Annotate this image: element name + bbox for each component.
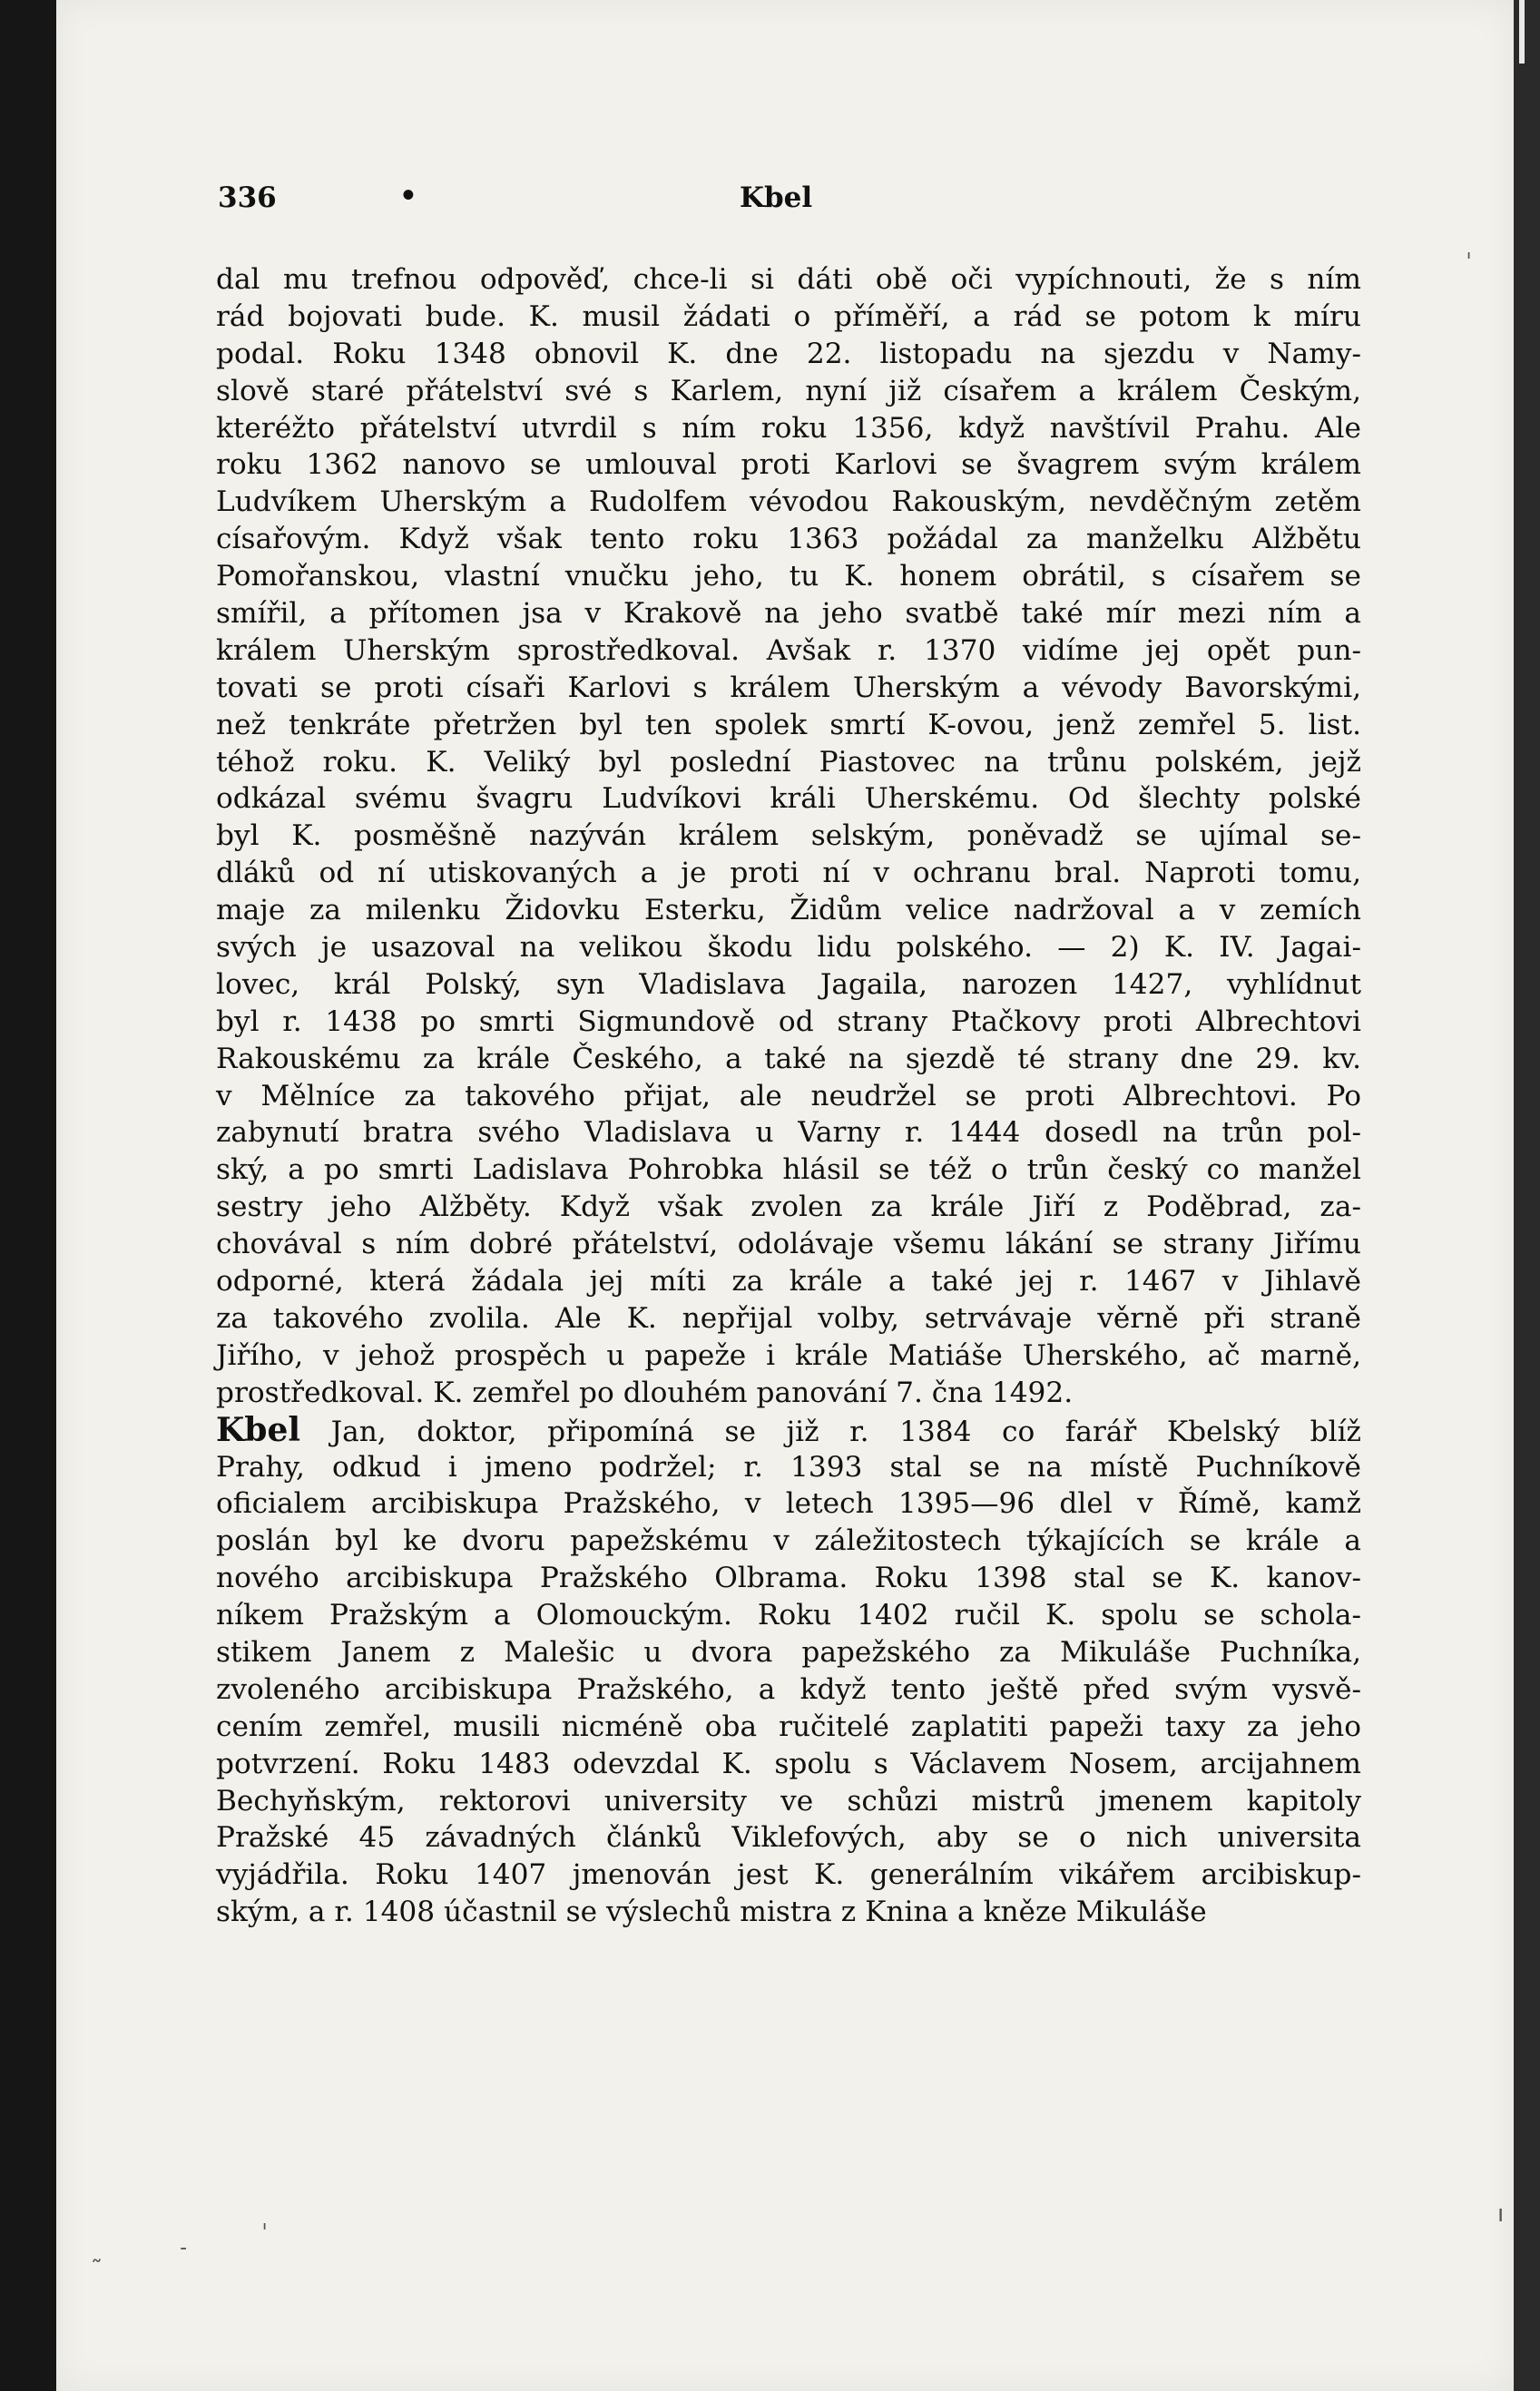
text-line: cením zemřel, musili nicméně oba ručitelé zaplatiti papeži taxy za jeho [216,1710,1361,1743]
text-line: sestry jeho Alžběty. Když však zvolen za krále Jiří z Poděbrad, za- [216,1191,1361,1224]
text-line: nového arcibiskupa Pražského Olbrama. Roku 1398 stal se K. kanov- [216,1562,1361,1595]
text-line: dal mu trefnou odpověď, chce-li si dáti obě oči vypíchnouti, že s ním [216,263,1361,296]
text-line: dláků od ní utiskovaných a je proti ní v ochranu bral. Naproti tomu, [216,857,1361,890]
scan-speck: ˗ [180,2234,188,2261]
text-line: vyjádřila. Roku 1407 jmenován jest K. generálním vikářem arcibiskup- [216,1858,1361,1892]
text-line: svých je usazoval na velikou škodu lidu polského. — 2) K. IV. Jagai- [216,931,1361,965]
entry-first-line [216,1412,1361,1449]
text-line: Pražské 45 závadných článků Viklefových, aby se o nich universita [216,1821,1361,1855]
text-line: téhož roku. K. Veliký byl poslední Piastovec na trůnu polském, jejž [216,745,1361,779]
text-line: byl r. 1438 po smrti Sigmundově od strany Ptačkovy proti Albrechtovi [216,1004,1361,1038]
text-line: níkem Pražským a Olomouckým. Roku 1402 ručil K. spolu se schola- [216,1599,1361,1632]
text-line: potvrzení. Roku 1483 odevzdal K. spolu s Václavem Nosem, arcijahnem [216,1747,1361,1780]
text-line: Jiřího, v jehož prospěch u papeže i krále Matiáše Uherského, ač marně, [216,1338,1361,1372]
text-line: zvoleného arcibiskupa Pražského, a když tento ještě před svým vysvě- [216,1672,1361,1706]
text-line: Rakouskému za krále Českého, a také na sjezdě té strany dne 29. kv. [216,1042,1361,1075]
text-line: podal. Roku 1348 obnovil K. dne 22. listopadu na sjezdu v Namy- [216,337,1361,370]
text-line: slově staré přátelství své s Karlem, nyní již císařem a králem Českým, [216,374,1361,407]
scan-speck: ˌ [1466,234,1473,261]
text-line: Prahy, odkud i jmeno podržel; r. 1393 stal se na místě Puchníkově [216,1450,1361,1484]
page-header [218,181,1361,218]
text-line: roku 1362 nanovo se umlouval proti Karlovi se švagrem svým králem [216,448,1361,482]
text-line: chovával s ním dobré přátelství, odolávaje všemu lákání se strany Jiřímu [216,1228,1361,1261]
header-bullet: • [399,180,417,212]
text-line: tovati se proti císaři Karlovi s králem Uherským a vévody Bavorskými, [216,671,1361,704]
text-line: prostředkoval. K. zemřel po dlouhém panování 7. čna 1492. [216,1376,1074,1409]
text-line: odporné, která žádala jej míti za krále a také jej r. 1467 v Jihlavě [216,1265,1361,1298]
text-line: byl K. posměšně nazýván králem selským, poněvadž se ujímal se- [216,819,1361,853]
text-line: císařovým. Když však tento roku 1363 požádal za manželku Alžbětu [216,523,1361,556]
text-line: Ludvíkem Uherským a Rudolfem vévodou Rakouským, nevděčným zetěm [216,485,1361,519]
text-line: rád bojovati bude. K. musil žádati o příměří, a rád se potom k míru [216,299,1361,333]
scan-edge [1514,0,1540,2391]
entry-headword: Kbel [216,1410,301,1449]
page-number: 336 [218,181,277,214]
entry-first-line-text: Jan, doktor, připomíná se již r. 1384 co farář Kbelský blíž [300,1415,1361,1448]
text-line: králem Uherským sprostředkoval. Avšak r. 1370 vidíme jej opět pun- [216,633,1361,667]
body-text [216,261,1361,1931]
text-line: za takového zvolila. Ale K. nepřijal volby, setrvávaje věrně při straně [216,1301,1361,1335]
text-line: poslán byl ke dvoru papežskému v záležitostech týkajících se krále a [216,1524,1361,1558]
scan-speck: ı [1497,2200,1505,2228]
text-line: maje za milenku Židovku Esterku, Židům velice nadržoval a v zemích [216,894,1361,927]
scan-edge-highlight [1519,0,1525,64]
text-line: oficialem arcibiskupa Pražského, v letech 1395—96 dlel v Římě, kamž [216,1487,1361,1521]
text-line: kteréžto přátelství utvrdil s ním roku 1356, když navštívil Prahu. Ale [216,411,1361,445]
text-line: smířil, a přítomen jsa v Krakově na jeho svatbě také mír mezi ním a [216,597,1361,631]
text-line: ský, a po smrti Ladislava Pohrobka hlásil se též o trůn český co manžel [216,1153,1361,1187]
text-line: v Mělníce za takového přijat, ale neudržel se proti Albrechtovi. Po [216,1079,1361,1112]
text-line: odkázal svému švagru Ludvíkovi králi Uherskému. Od šlechty polské [216,782,1361,816]
scan-speck: ˌ [261,2205,269,2232]
text-line: stikem Janem z Malešic u dvora papežského za Mikuláše Puchníka, [216,1635,1361,1669]
text-line: zabynutí bratra svého Vladislava u Varny r. 1444 dosedl na trůn pol- [216,1116,1361,1150]
text-line: než tenkráte přetržen byl ten spolek smrtí K-ovou, jenž zemřel 5. list. [216,708,1361,741]
text-line: Pomořanskou, vlastní vnučku jeho, tu K. honem obrátil, s císařem se [216,560,1361,593]
text-line: lovec, král Polský, syn Vladislava Jagaila, narozen 1427, vyhlídnut [216,967,1361,1001]
running-head: Kbel [740,181,813,214]
scan-speck: ˷ [91,2237,103,2264]
text-line: ským, a r. 1408 účastnil se výslechů mistra z Knina a kněze Mikuláše [216,1896,1207,1929]
text-line: Bechyňským, rektorovi university ve schůzi mistrů jmenem kapitoly [216,1784,1361,1818]
